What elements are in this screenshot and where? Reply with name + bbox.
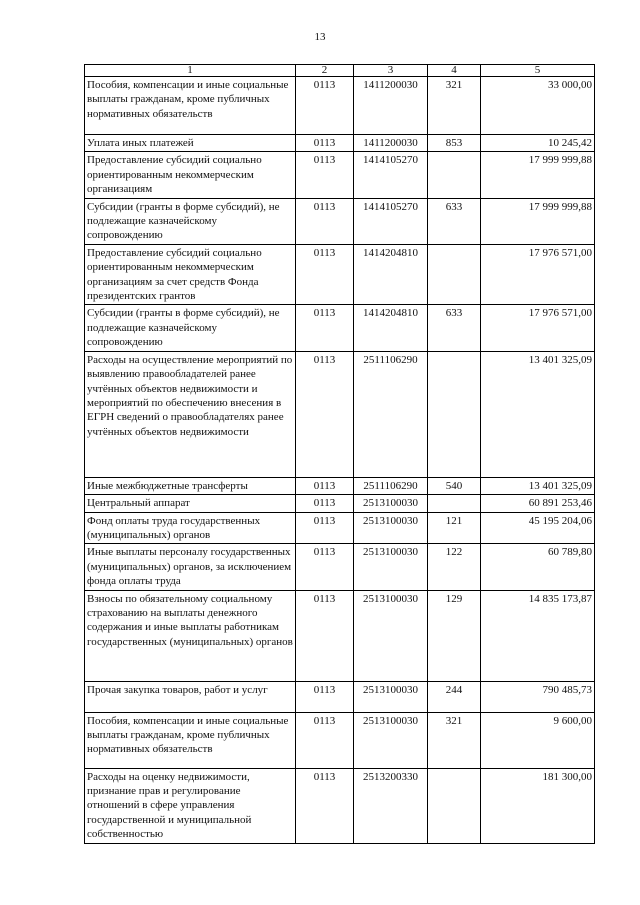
expense-type: 633 — [428, 198, 481, 244]
expense-name: Предоставление субсидий социально ориентированным некоммерческим организациям — [85, 152, 296, 198]
section-code: 0113 — [296, 544, 354, 590]
target-code: 2513100030 — [354, 544, 428, 590]
section-code: 0113 — [296, 135, 354, 152]
expense-name: Субсидии (гранты в форме субсидий), не подлежащие казначейскому сопровождению — [85, 305, 296, 351]
target-code: 2513100030 — [354, 681, 428, 712]
expense-type: 853 — [428, 135, 481, 152]
expense-type — [428, 495, 481, 512]
amount: 790 485,73 — [481, 681, 595, 712]
amount: 17 999 999,88 — [481, 198, 595, 244]
expense-type: 321 — [428, 77, 481, 135]
section-code: 0113 — [296, 590, 354, 681]
section-code: 0113 — [296, 495, 354, 512]
expense-name: Предоставление субсидий социально ориентированным некоммерческим организациям за счет средств Фонда президентских грантов — [85, 244, 296, 305]
section-code: 0113 — [296, 681, 354, 712]
target-code: 1414204810 — [354, 305, 428, 351]
target-code: 2513100030 — [354, 712, 428, 768]
expense-type: 633 — [428, 305, 481, 351]
section-code: 0113 — [296, 712, 354, 768]
expense-type: 244 — [428, 681, 481, 712]
target-code: 1411200030 — [354, 77, 428, 135]
amount: 14 835 173,87 — [481, 590, 595, 681]
target-code: 1414105270 — [354, 152, 428, 198]
expense-type: 122 — [428, 544, 481, 590]
expense-name: Иные межбюджетные трансферты — [85, 477, 296, 494]
column-header: 3 — [354, 65, 428, 77]
expense-name: Фонд оплаты труда государственных (муниципальных) органов — [85, 512, 296, 544]
expense-type — [428, 351, 481, 477]
amount: 13 401 325,09 — [481, 477, 595, 494]
column-header: 1 — [85, 65, 296, 77]
table-row — [85, 244, 595, 305]
amount: 33 000,00 — [481, 77, 595, 135]
target-code: 2511106290 — [354, 351, 428, 477]
table-header-row — [85, 65, 595, 77]
amount: 60 789,80 — [481, 544, 595, 590]
table-row — [85, 198, 595, 244]
amount: 9 600,00 — [481, 712, 595, 768]
target-code: 2513100030 — [354, 495, 428, 512]
expense-name: Уплата иных платежей — [85, 135, 296, 152]
expense-type — [428, 768, 481, 843]
table-row — [85, 152, 595, 198]
target-code: 2513100030 — [354, 512, 428, 544]
expense-type: 129 — [428, 590, 481, 681]
amount: 181 300,00 — [481, 768, 595, 843]
target-code: 1414204810 — [354, 244, 428, 305]
expense-name: Субсидии (гранты в форме субсидий), не подлежащие казначейскому сопровождению — [85, 198, 296, 244]
amount: 17 976 571,00 — [481, 244, 595, 305]
table-row — [85, 590, 595, 681]
expense-name: Иные выплаты персоналу государственных (муниципальных) органов, за исключением фонда оплаты труда — [85, 544, 296, 590]
column-header: 4 — [428, 65, 481, 77]
table-row — [85, 77, 595, 135]
column-header: 5 — [481, 65, 595, 77]
table-row — [85, 351, 595, 477]
target-code: 1411200030 — [354, 135, 428, 152]
amount: 60 891 253,46 — [481, 495, 595, 512]
section-code: 0113 — [296, 477, 354, 494]
amount: 45 195 204,06 — [481, 512, 595, 544]
column-header: 2 — [296, 65, 354, 77]
section-code: 0113 — [296, 351, 354, 477]
table-row — [85, 135, 595, 152]
page-number: 13 — [314, 31, 326, 43]
target-code: 2513200330 — [354, 768, 428, 843]
expense-name: Взносы по обязательному социальному страхованию на выплаты денежного содержания и иные выплаты работникам государственных (муниципальных) органов — [85, 590, 296, 681]
expense-type — [428, 244, 481, 305]
amount: 13 401 325,09 — [481, 351, 595, 477]
amount: 10 245,42 — [481, 135, 595, 152]
expense-name: Пособия, компенсации и иные социальные выплаты гражданам, кроме публичных нормативных обязательств — [85, 77, 296, 135]
expense-name: Пособия, компенсации и иные социальные выплаты гражданам, кроме публичных нормативных обязательств — [85, 712, 296, 768]
table-row — [85, 477, 595, 494]
expense-name: Прочая закупка товаров, работ и услуг — [85, 681, 296, 712]
table-row — [85, 712, 595, 768]
target-code: 2511106290 — [354, 477, 428, 494]
target-code: 1414105270 — [354, 198, 428, 244]
expense-type — [428, 152, 481, 198]
table-row — [85, 512, 595, 544]
table-row — [85, 681, 595, 712]
table-row — [85, 305, 595, 351]
target-code: 2513100030 — [354, 590, 428, 681]
expense-name: Расходы на осуществление мероприятий по выявлению правообладателей ранее учтённых объектов недвижимости и мероприятий по обеспечению внесения в ЕГРН сведений о правообладателях ранее учтённых объектов недвижимости — [85, 351, 296, 477]
amount: 17 999 999,88 — [481, 152, 595, 198]
expense-type: 321 — [428, 712, 481, 768]
section-code: 0113 — [296, 512, 354, 544]
expense-name: Расходы на оценку недвижимости, признание прав и регулирование отношений в сфере управления государственной и муниципальной собственностью — [85, 768, 296, 843]
section-code: 0113 — [296, 768, 354, 843]
table-row — [85, 544, 595, 590]
expense-type: 121 — [428, 512, 481, 544]
budget-table — [84, 64, 595, 844]
expense-name: Центральный аппарат — [85, 495, 296, 512]
table-row — [85, 768, 595, 843]
section-code: 0113 — [296, 198, 354, 244]
table-row — [85, 495, 595, 512]
amount: 17 976 571,00 — [481, 305, 595, 351]
section-code: 0113 — [296, 77, 354, 135]
section-code: 0113 — [296, 152, 354, 198]
section-code: 0113 — [296, 244, 354, 305]
expense-type: 540 — [428, 477, 481, 494]
section-code: 0113 — [296, 305, 354, 351]
